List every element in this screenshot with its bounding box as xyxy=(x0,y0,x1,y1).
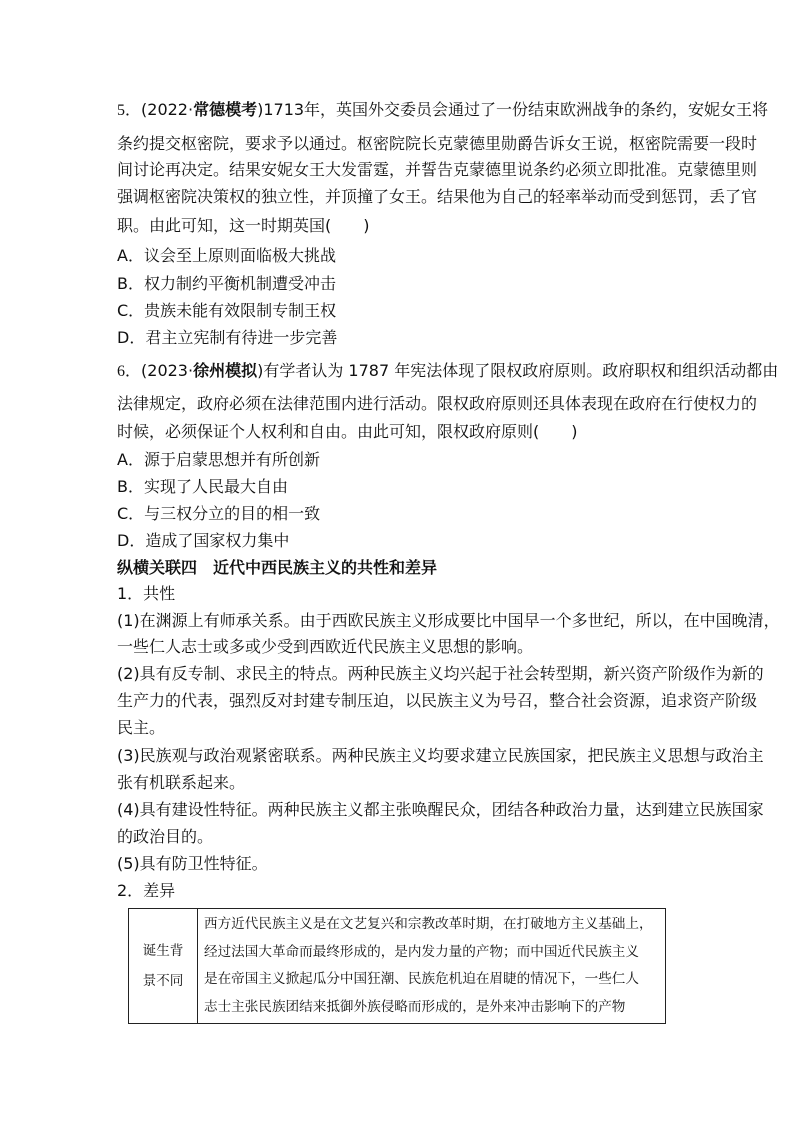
option-a: A．议会至上原则面临极大挑战 xyxy=(117,246,336,265)
common-point-2-line-1: (2)具有反专制、求民主的特点。两种民族主义均兴起于社会转型期，新兴资产阶级作为新的 xyxy=(117,664,764,683)
question-number: 6． xyxy=(117,363,142,380)
table-label-cell xyxy=(129,909,198,1024)
option-d: D．造成了国家权力集中 xyxy=(117,531,290,550)
table-row xyxy=(129,909,666,1024)
question-source-close: ) xyxy=(257,100,264,119)
table-text-line: 志士主张民族团结来抵御外族侵略而形成的，是外来冲击影响下的产物 xyxy=(204,998,626,1015)
question-source-name: 常德模考 xyxy=(193,100,258,119)
question-5-line-2: 条约提交枢密院，要求予以通过。枢密院院长克蒙德里勋爵告诉女王说，枢密院需要一段时 xyxy=(117,134,758,153)
common-point-5: (5)具有防卫性特征。 xyxy=(117,854,268,873)
table-label-line: 诞生背 xyxy=(142,943,184,959)
question-number: 5． xyxy=(117,102,142,119)
diff-heading: 2．差异 xyxy=(117,881,176,900)
table-label-line: 景不同 xyxy=(142,973,184,989)
common-point-1-line-2: 一些仁人志士或多或少受到西欧近代民族主义思想的影响。 xyxy=(117,637,534,656)
question-6-line-2: 法律规定，政府必须在法律范围内进行活动。限权政府原则还具体表现在政府在行使权力的 xyxy=(117,394,758,413)
question-source-open: (2023· xyxy=(141,361,194,380)
question-5-line-4: 强调枢密院决策权的独立性，并顶撞了女王。结果他为自己的轻率举动而受到惩罚，丢了官 xyxy=(117,187,758,206)
question-5-line-5: 职。由此可知，这一时期英国( ) xyxy=(117,216,370,235)
option-d: D．君主立宪制有待进一步完善 xyxy=(117,328,338,347)
table-text-line: 西方近代民族主义是在文艺复兴和宗教改革时期，在打破地方主义基础上， xyxy=(204,916,653,932)
common-point-3-line-1: (3)民族观与政治观紧密联系。两种民族主义均要求建立民族国家，把民族主义思想与政治主 xyxy=(117,746,764,765)
question-text: 有学者认为 1787 年宪法体现了限权政府原则。政府职权和组织活动都由 xyxy=(263,361,779,380)
common-point-2-line-3: 民主。 xyxy=(117,718,166,737)
question-6-line-1 xyxy=(117,363,778,380)
table-text-cell xyxy=(198,909,666,1024)
common-point-4-line-1: (4)具有建设性特征。两种民族主义都主张唤醒民众，团结各种政治力量，达到建立民族国家 xyxy=(117,800,764,819)
common-point-1-line-1: (1)在渊源上有师承关系。由于西欧民族主义形成要比中国早一个多世纪，所以，在中国晚清， xyxy=(117,611,780,630)
option-c: C．贵族未能有效限制专制王权 xyxy=(117,301,337,320)
question-text: 1713年，英国外交委员会通过了一份结束欧洲战争的条约，安妮女王将 xyxy=(263,100,769,119)
question-5-line-3: 间讨论再决定。结果安妮女王大发雷霆，并誓告克蒙德里说条约必须立即批准。克蒙德里则 xyxy=(117,160,758,179)
option-c: C．与三权分立的目的相一致 xyxy=(117,504,321,523)
question-5-line-1 xyxy=(117,102,768,119)
option-a: A．源于启蒙思想并有所创新 xyxy=(117,450,320,469)
question-source-open: (2022· xyxy=(141,100,194,119)
difference-table xyxy=(128,908,666,1024)
common-point-2-line-2: 生产力的代表，强烈反对封建专制压迫，以民族主义为号召，整合社会资源，追求资产阶级 xyxy=(117,691,758,710)
option-b: B．实现了人民最大自由 xyxy=(117,477,288,496)
common-heading: 1．共性 xyxy=(117,584,176,603)
common-point-4-line-2: 的政治目的。 xyxy=(117,827,214,846)
table-text-line: 经过法国大革命而最终形成的，是内发力量的产物；而中国近代民族主义 xyxy=(204,943,639,960)
question-6-line-3: 时候，必须保证个人权利和自由。由此可知，限权政府原则( ) xyxy=(117,422,578,441)
question-source-close: ) xyxy=(257,361,264,380)
table-text-line: 是在帝国主义掀起瓜分中国狂潮、民族危机迫在眉睫的情况下，一些仁人 xyxy=(204,971,639,987)
section-title: 纵横关联四 近代中西民族主义的共性和差异 xyxy=(117,558,438,577)
option-b: B．权力制约平衡机制遭受冲击 xyxy=(117,274,336,293)
question-source-name: 徐州模拟 xyxy=(193,361,258,380)
common-point-3-line-2: 张有机联系起来。 xyxy=(117,773,246,792)
